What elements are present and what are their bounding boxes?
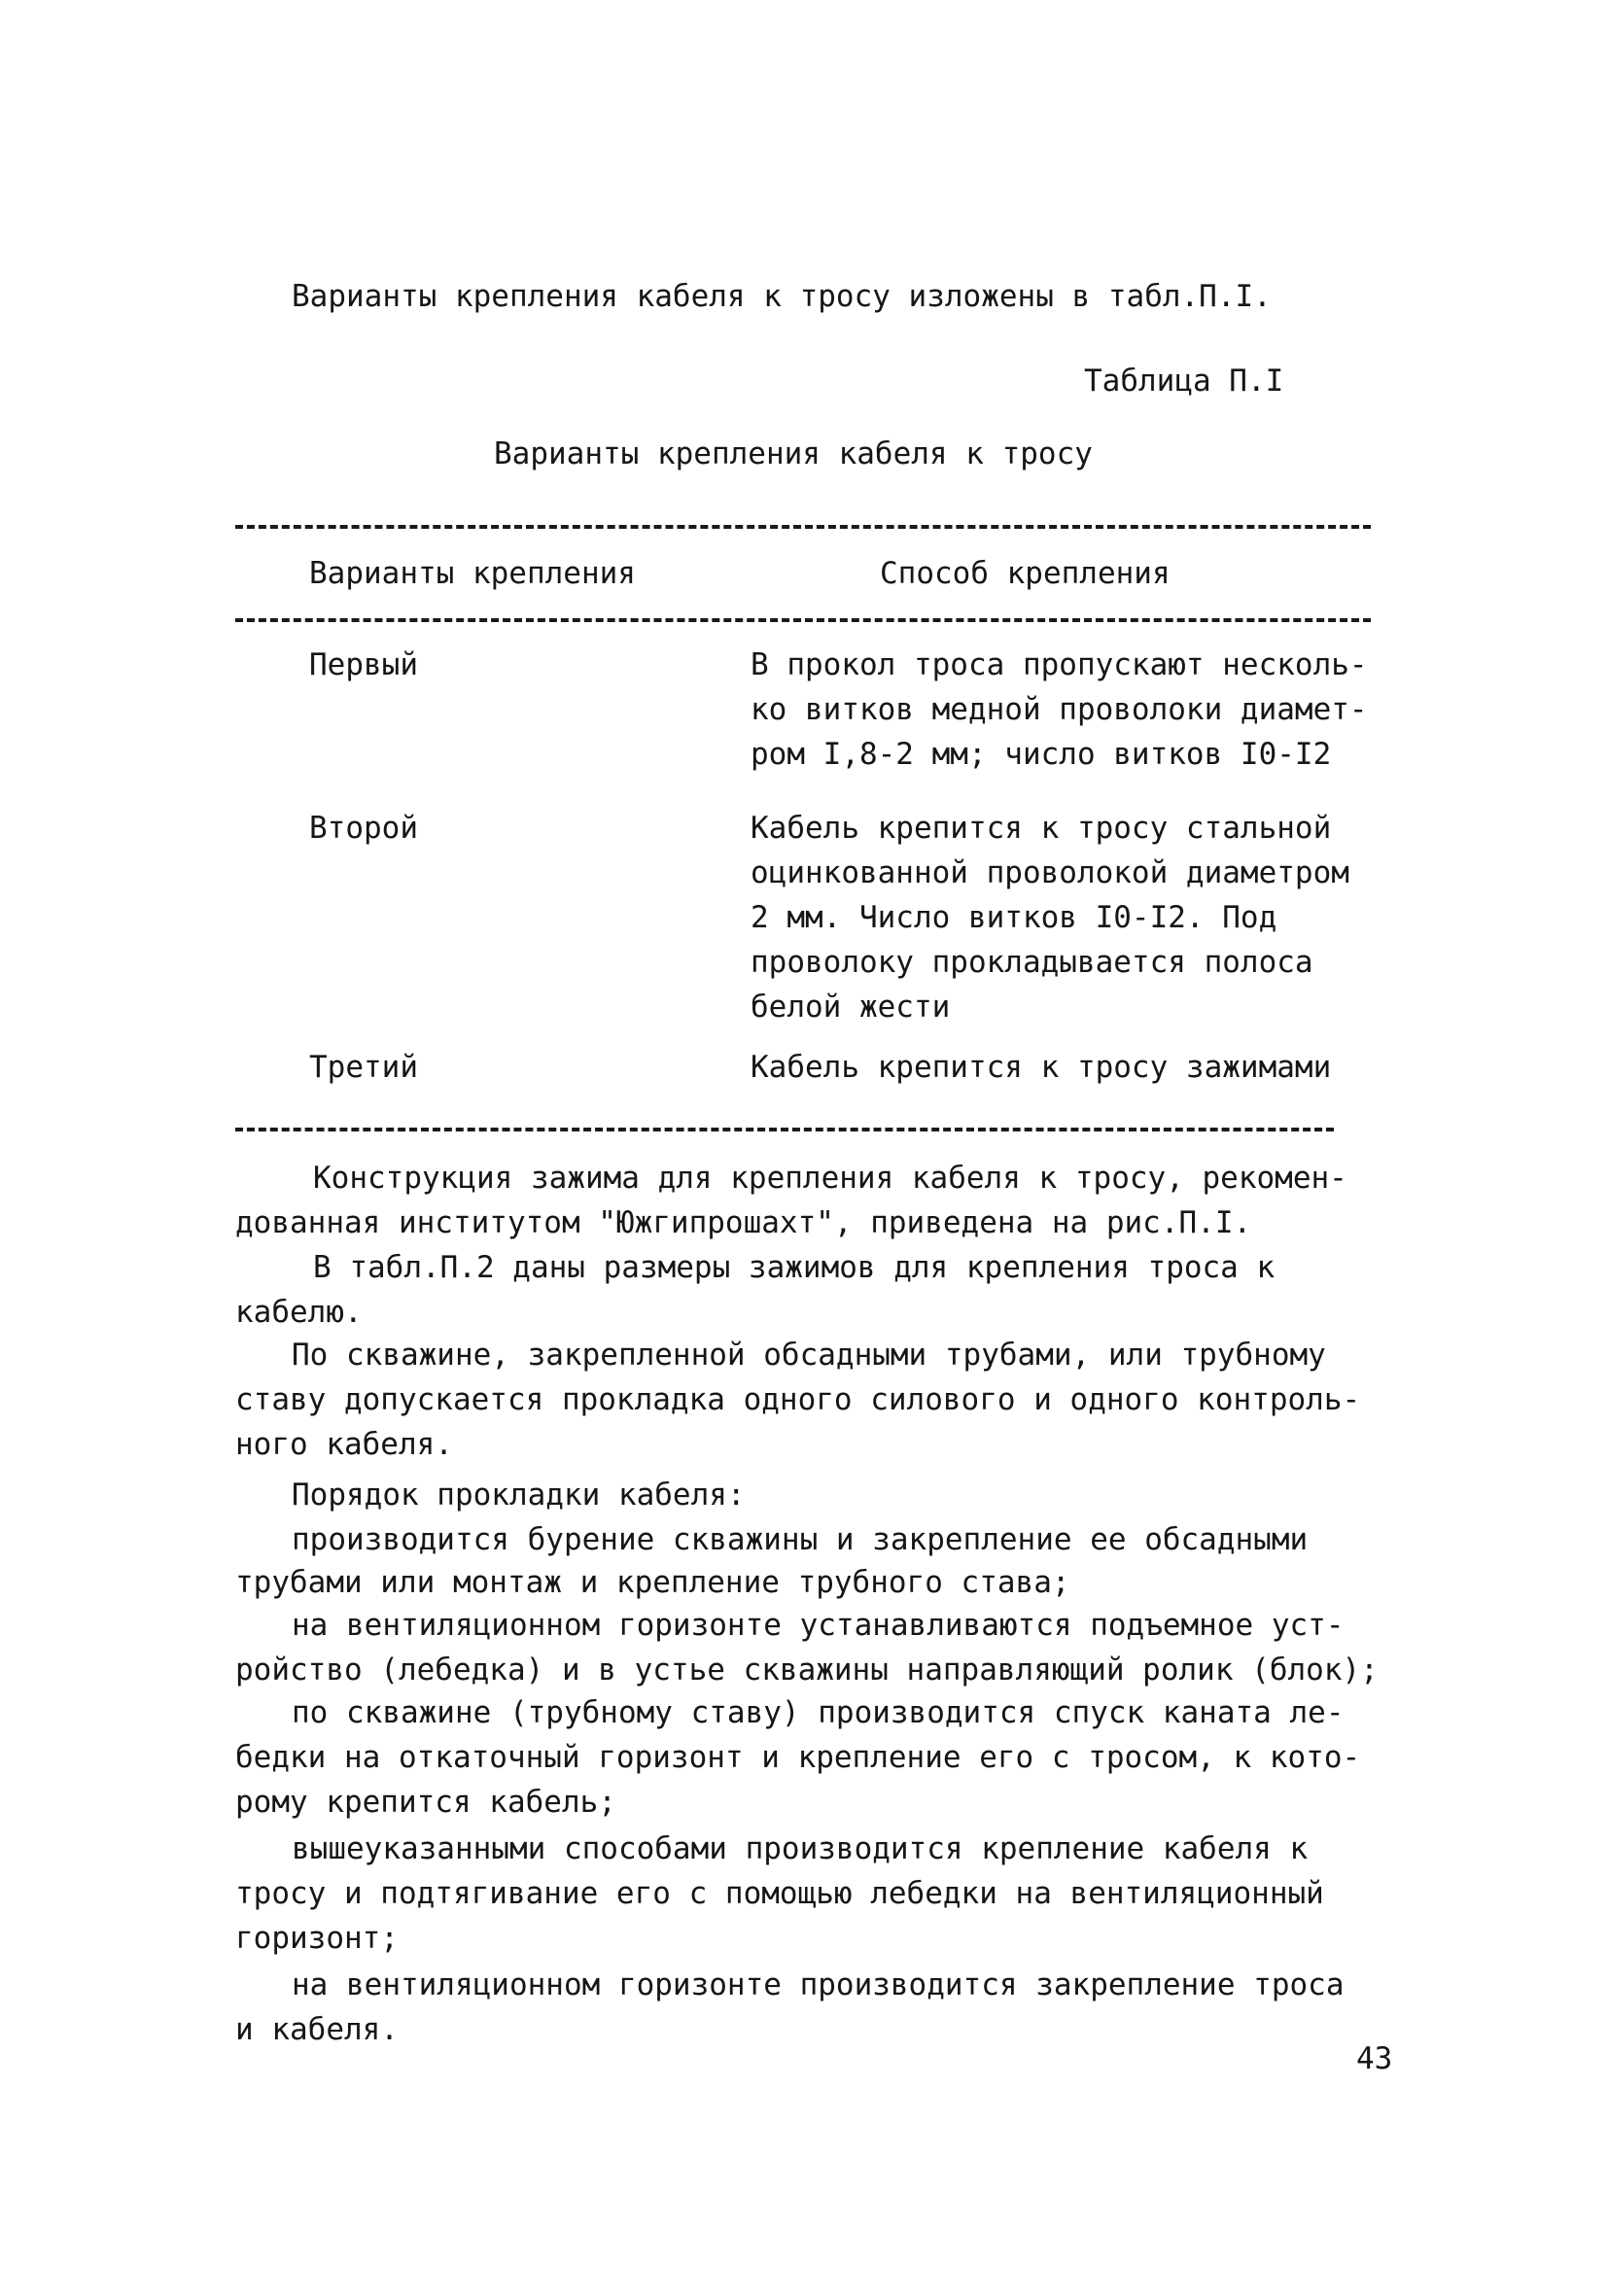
body-line-17: тросу и подтягивание его с помощью лебедки на вентиляционный bbox=[235, 1876, 1324, 1911]
body-line-4: кабелю. bbox=[235, 1295, 363, 1330]
body-line-18: горизонт; bbox=[235, 1921, 399, 1956]
body-line-3: В табл.П.2 даны размеры зажимов для крепления троса к bbox=[313, 1250, 1276, 1285]
table-row-1-variant: Первый bbox=[309, 647, 418, 682]
table-row-1-method-line-1: В прокол троса пропускают несколь- bbox=[751, 647, 1368, 682]
table-row-3-variant: Третий bbox=[309, 1050, 418, 1085]
table-label: Таблица П.I bbox=[1084, 364, 1284, 399]
body-line-5: По скважине, закрепленной обсадными трубами, или трубному bbox=[292, 1338, 1326, 1373]
body-line-7: ного кабеля. bbox=[235, 1427, 453, 1462]
table-row-2-method-line-3: 2 мм. Число витков I0-I2. Под bbox=[751, 900, 1277, 935]
body-line-1: Конструкция зажима для крепления кабеля к тросу, рекомен- bbox=[313, 1161, 1347, 1196]
intro-text: Варианты крепления кабеля к тросу изложены в табл.П.I. bbox=[292, 279, 1272, 314]
body-line-10: трубами или монтаж и крепление трубного става; bbox=[235, 1565, 1070, 1600]
table-row-1-method-line-2: ко витков медной проволоки диамет- bbox=[751, 692, 1368, 727]
body-line-16: вышеуказанными способами производится крепление кабеля к bbox=[292, 1831, 1309, 1866]
table-header-rule bbox=[235, 618, 1371, 622]
table-row-3-method-line-1: Кабель крепится к тросу зажимами bbox=[751, 1050, 1332, 1085]
body-line-6: ставу допускается прокладка одного силового и одного контроль- bbox=[235, 1382, 1361, 1417]
body-line-15: рому крепится кабель; bbox=[235, 1785, 616, 1820]
body-line-2: дованная институтом "Южгипрошахт", приведена на рис.П.I. bbox=[235, 1205, 1252, 1240]
body-line-14: бедки на откаточный горизонт и крепление его с тросом, к кото- bbox=[235, 1740, 1361, 1775]
body-line-20: и кабеля. bbox=[235, 2012, 399, 2047]
table-header-method: Способ крепления bbox=[880, 556, 1171, 591]
table-row-2-method-line-1: Кабель крепится к тросу стальной bbox=[751, 811, 1332, 846]
body-line-19: на вентиляционном горизонте производится закрепление троса bbox=[292, 1967, 1345, 2002]
table-top-rule bbox=[235, 525, 1371, 529]
table-row-2-variant: Второй bbox=[309, 811, 418, 846]
table-bottom-rule bbox=[235, 1128, 1334, 1131]
body-line-8: Порядок прокладки кабеля: bbox=[292, 1478, 746, 1513]
table-row-2-method-line-5: белой жести bbox=[751, 990, 951, 1025]
table-row-1-method-line-3: ром I,8-2 мм; число витков I0-I2 bbox=[751, 737, 1332, 772]
page-number: 43 bbox=[1356, 2041, 1393, 2076]
table-title: Варианты крепления кабеля к тросу bbox=[494, 436, 1093, 471]
table-row-2-method-line-4: проволоку прокладывается полоса bbox=[751, 945, 1313, 980]
body-line-12: ройство (лебедка) и в устье скважины направляющий ролик (блок); bbox=[235, 1652, 1379, 1687]
table-header-variant: Варианты крепления bbox=[309, 556, 636, 591]
table-row-2-method-line-2: оцинкованной проволокой диаметром bbox=[751, 855, 1349, 890]
body-line-13: по скважине (трубному ставу) производится спуск каната ле- bbox=[292, 1695, 1345, 1730]
body-line-9: производится бурение скважины и закрепление ее обсадными bbox=[292, 1522, 1309, 1557]
body-line-11: на вентиляционном горизонте устанавливаются подъемное уст- bbox=[292, 1608, 1345, 1643]
